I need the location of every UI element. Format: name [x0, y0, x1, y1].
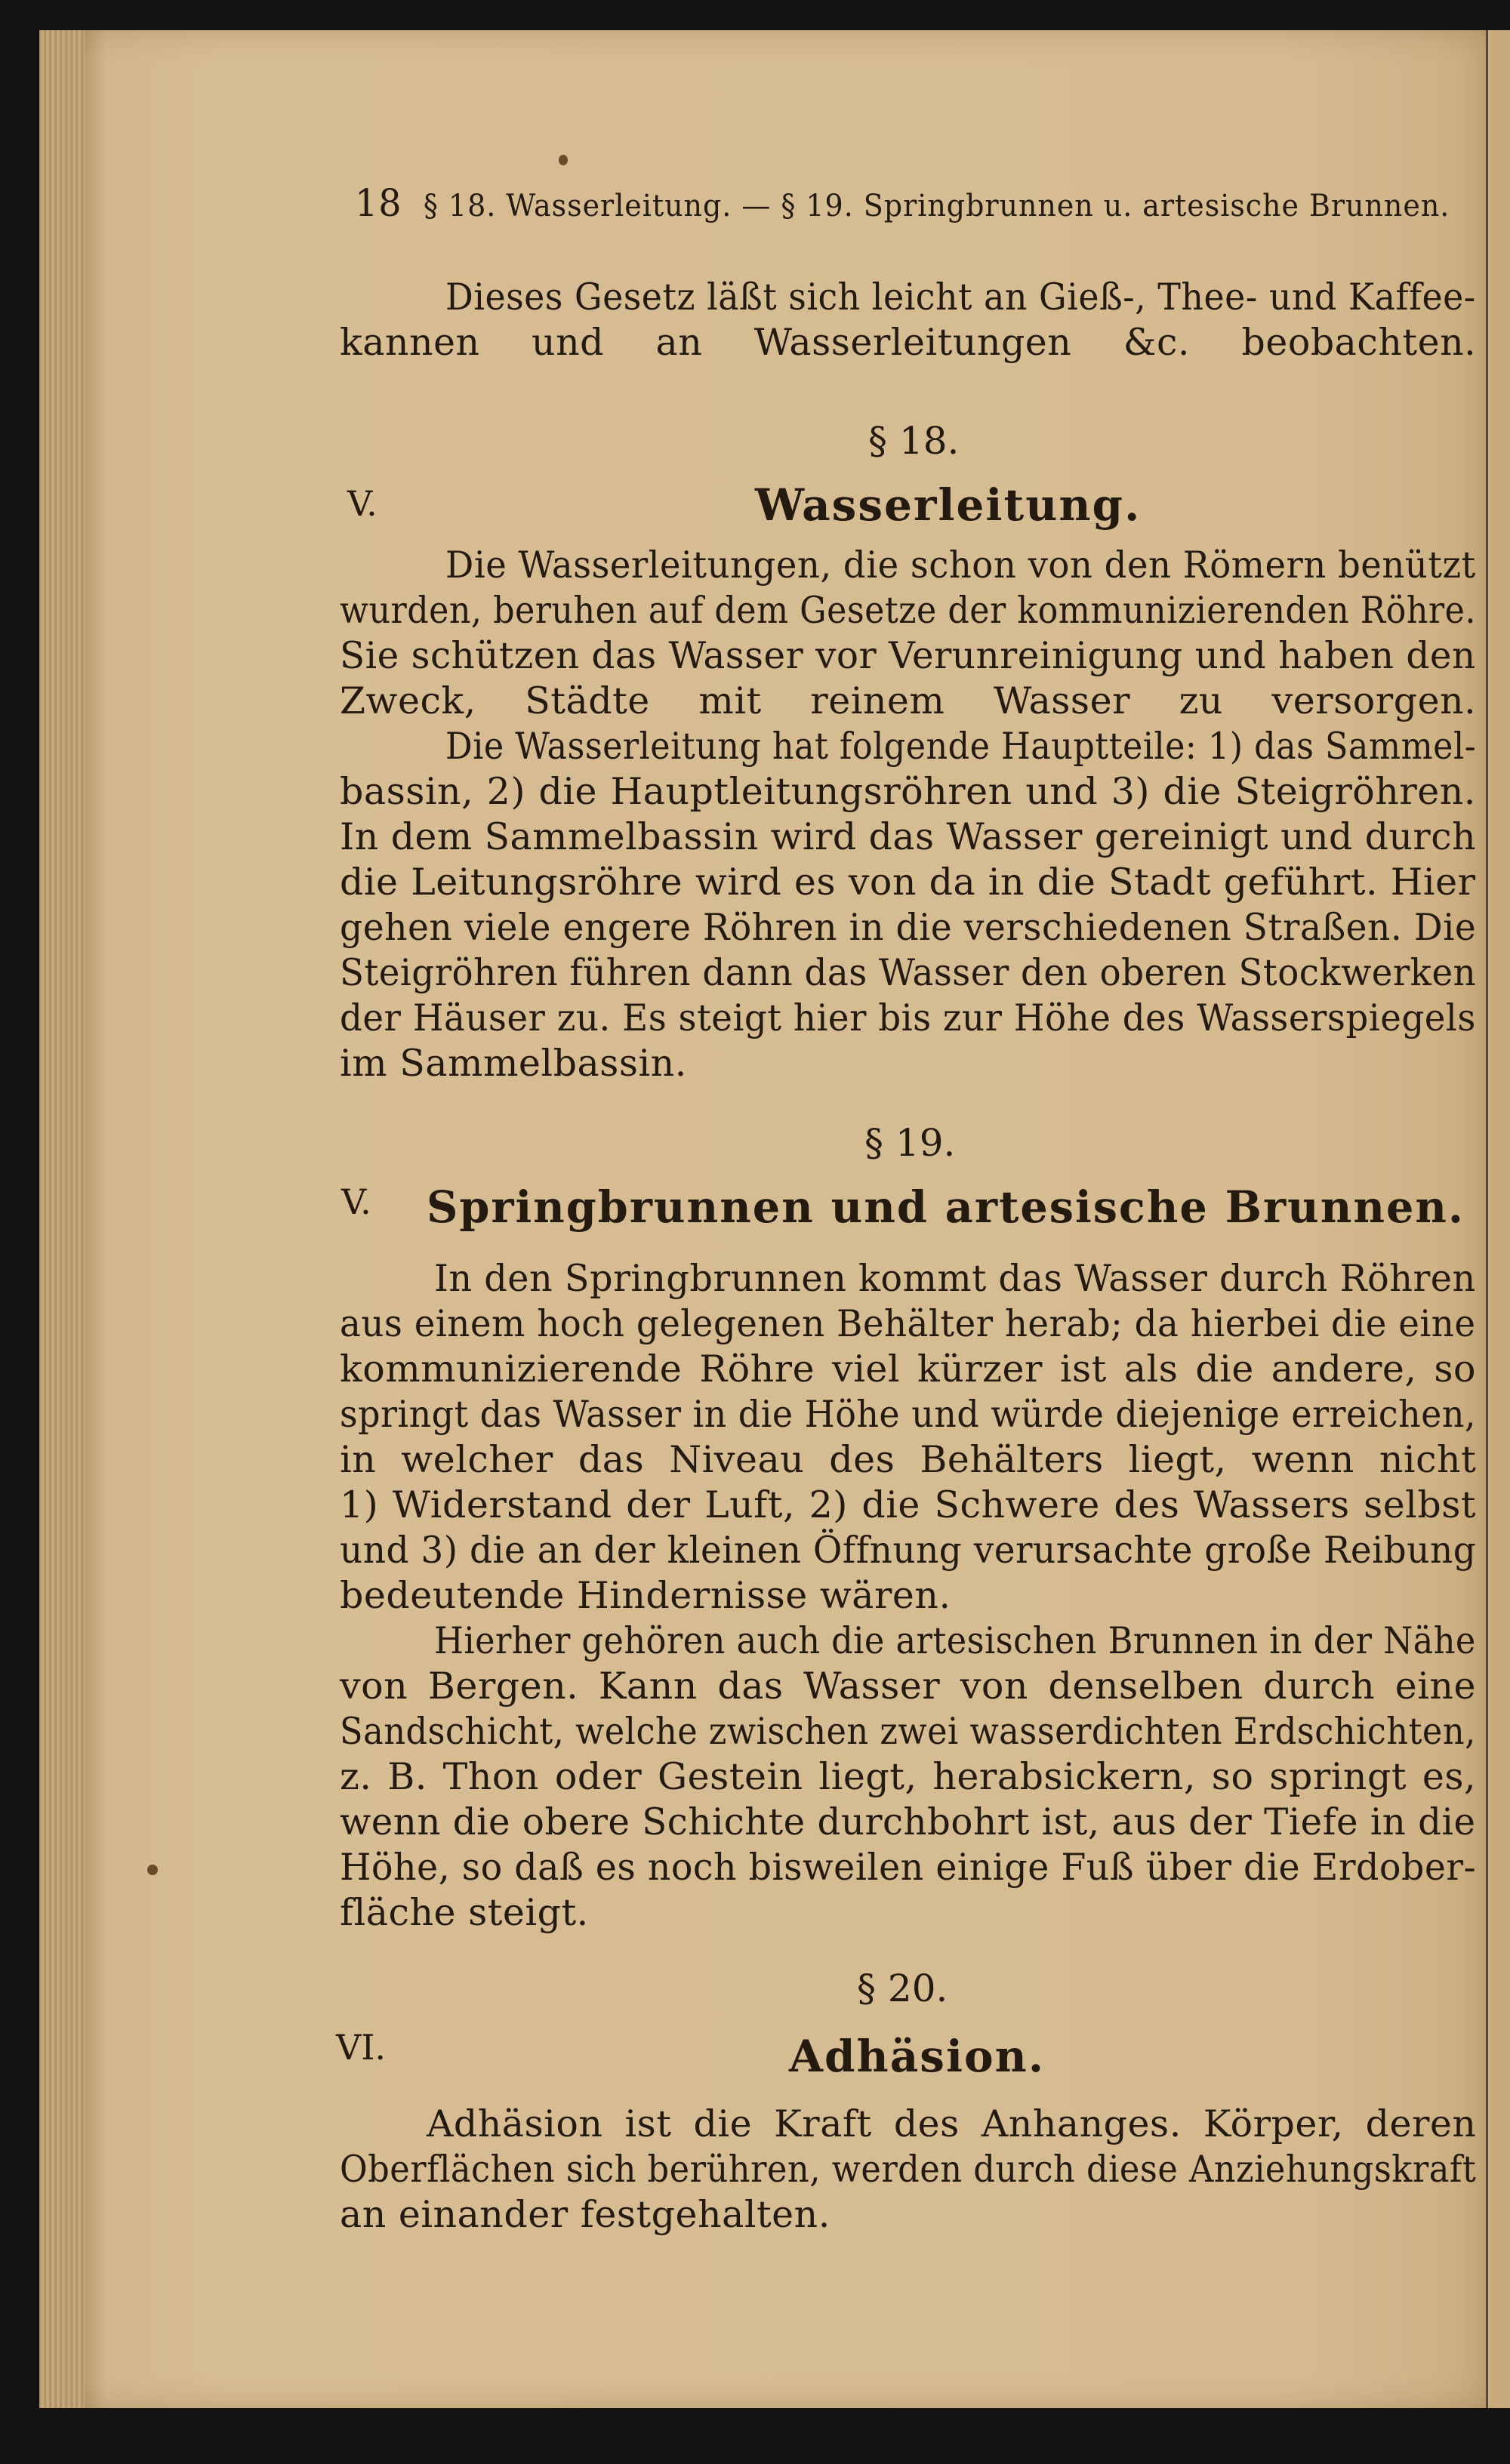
section-number: § 19.	[864, 1121, 956, 1165]
text-line: und 3) die an der kleinen Öffnung verursachte große Reibung	[340, 1529, 1477, 1572]
ink-spot	[559, 155, 568, 165]
text-line: Die Wasserleitungen, die schon von den Römern benützt	[445, 544, 1476, 587]
text-line: In den Springbrunnen kommt das Wasser durch Röhren	[434, 1257, 1476, 1300]
text-line: von Bergen. Kann das Wasser von denselben durch eine	[340, 1665, 1476, 1708]
text-line: Adhäsion ist die Kraft des Anhanges. Körper, deren	[427, 2102, 1477, 2145]
section-title: Wasserleitung.	[755, 479, 1142, 531]
intro-line: kannen und an Wasserleitungen &c. beobachten.	[340, 321, 1477, 364]
text-line: Sie schützen das Wasser vor Verunreinigung und haben den	[340, 634, 1476, 677]
text-line: Sandschicht, welche zwischen zwei wasserdichten Erdschichten,	[340, 1710, 1476, 1753]
page-gutter-edges	[39, 30, 85, 2408]
ink-spot	[147, 1865, 158, 1875]
text-line: im Sammelbassin.	[340, 1042, 687, 1085]
running-title: § 18. Wasserleitung. — § 19. Springbrunnen u. artesische Brunnen.	[423, 189, 1450, 223]
text-line: bedeutende Hindernisse wären.	[340, 1574, 951, 1617]
intro-line: Dieses Gesetz läßt sich leicht an Gieß-, Thee- und Kaffee-	[445, 276, 1476, 319]
section-number: § 20.	[857, 1967, 948, 2010]
section-number: § 18.	[868, 419, 960, 463]
text-line: springt das Wasser in die Höhe und würde diejenige erreichen,	[340, 1393, 1477, 1436]
text-line: Hierher gehören auch die artesischen Brunnen in der Nähe	[434, 1619, 1476, 1662]
text-line: Steigröhren führen dann das Wasser den oberen Stockwerken	[340, 951, 1477, 994]
margin-numeral: V.	[347, 483, 378, 524]
text-line: Höhe, so daß es noch bisweilen einige Fuß über die Erdober-	[340, 1846, 1477, 1889]
page-number: 18	[355, 181, 402, 225]
section-title: Adhäsion.	[789, 2031, 1046, 2082]
text-line: aus einem hoch gelegenen Behälter herab; da hierbei die eine	[340, 1302, 1476, 1345]
text-line: bassin, 2) die Hauptleitungsröhren und 3) die Steigröhren.	[340, 770, 1476, 813]
text-line: wurden, beruhen auf dem Gesetze der kommunizierenden Röhre.	[340, 589, 1476, 632]
text-line: in welcher das Niveau des Behälters liegt, wenn nicht	[340, 1438, 1477, 1481]
text-line: kommunizierende Röhre viel kürzer ist als die andere, so	[340, 1348, 1477, 1391]
text-line: die Leitungsröhre wird es von da in die Stadt geführt. Hier	[340, 861, 1476, 904]
text-line: an einander festgehalten.	[340, 2193, 830, 2236]
text-line: Die Wasserleitung hat folgende Hauptteile: 1) das Sammel-	[445, 725, 1477, 768]
running-header	[355, 181, 1450, 225]
text-line: wenn die obere Schichte durchbohrt ist, aus der Tiefe in die	[340, 1800, 1476, 1843]
text-line: Oberflächen sich berühren, werden durch diese Anziehungskraft	[340, 2148, 1477, 2191]
text-line: der Häuser zu. Es steigt hier bis zur Höhe des Wasserspiegels	[340, 996, 1476, 1040]
text-line: Zweck, Städte mit reinem Wasser zu versorgen.	[340, 679, 1477, 722]
text-line: z. B. Thon oder Gestein liegt, herabsickern, so springt es,	[340, 1755, 1477, 1798]
margin-numeral: V.	[341, 1181, 371, 1222]
next-page-edge	[1486, 30, 1510, 2408]
text-line: 1) Widerstand der Luft, 2) die Schwere des Wassers selbst	[340, 1483, 1477, 1526]
text-line: In dem Sammelbassin wird das Wasser gereinigt und durch	[340, 815, 1477, 858]
text-line: fläche steigt.	[340, 1891, 589, 1934]
text-line: gehen viele engere Röhren in die verschiedenen Straßen. Die	[340, 906, 1477, 949]
margin-numeral: VI.	[336, 2027, 387, 2068]
section-title: Springbrunnen und artesische Brunnen.	[427, 1181, 1465, 1233]
